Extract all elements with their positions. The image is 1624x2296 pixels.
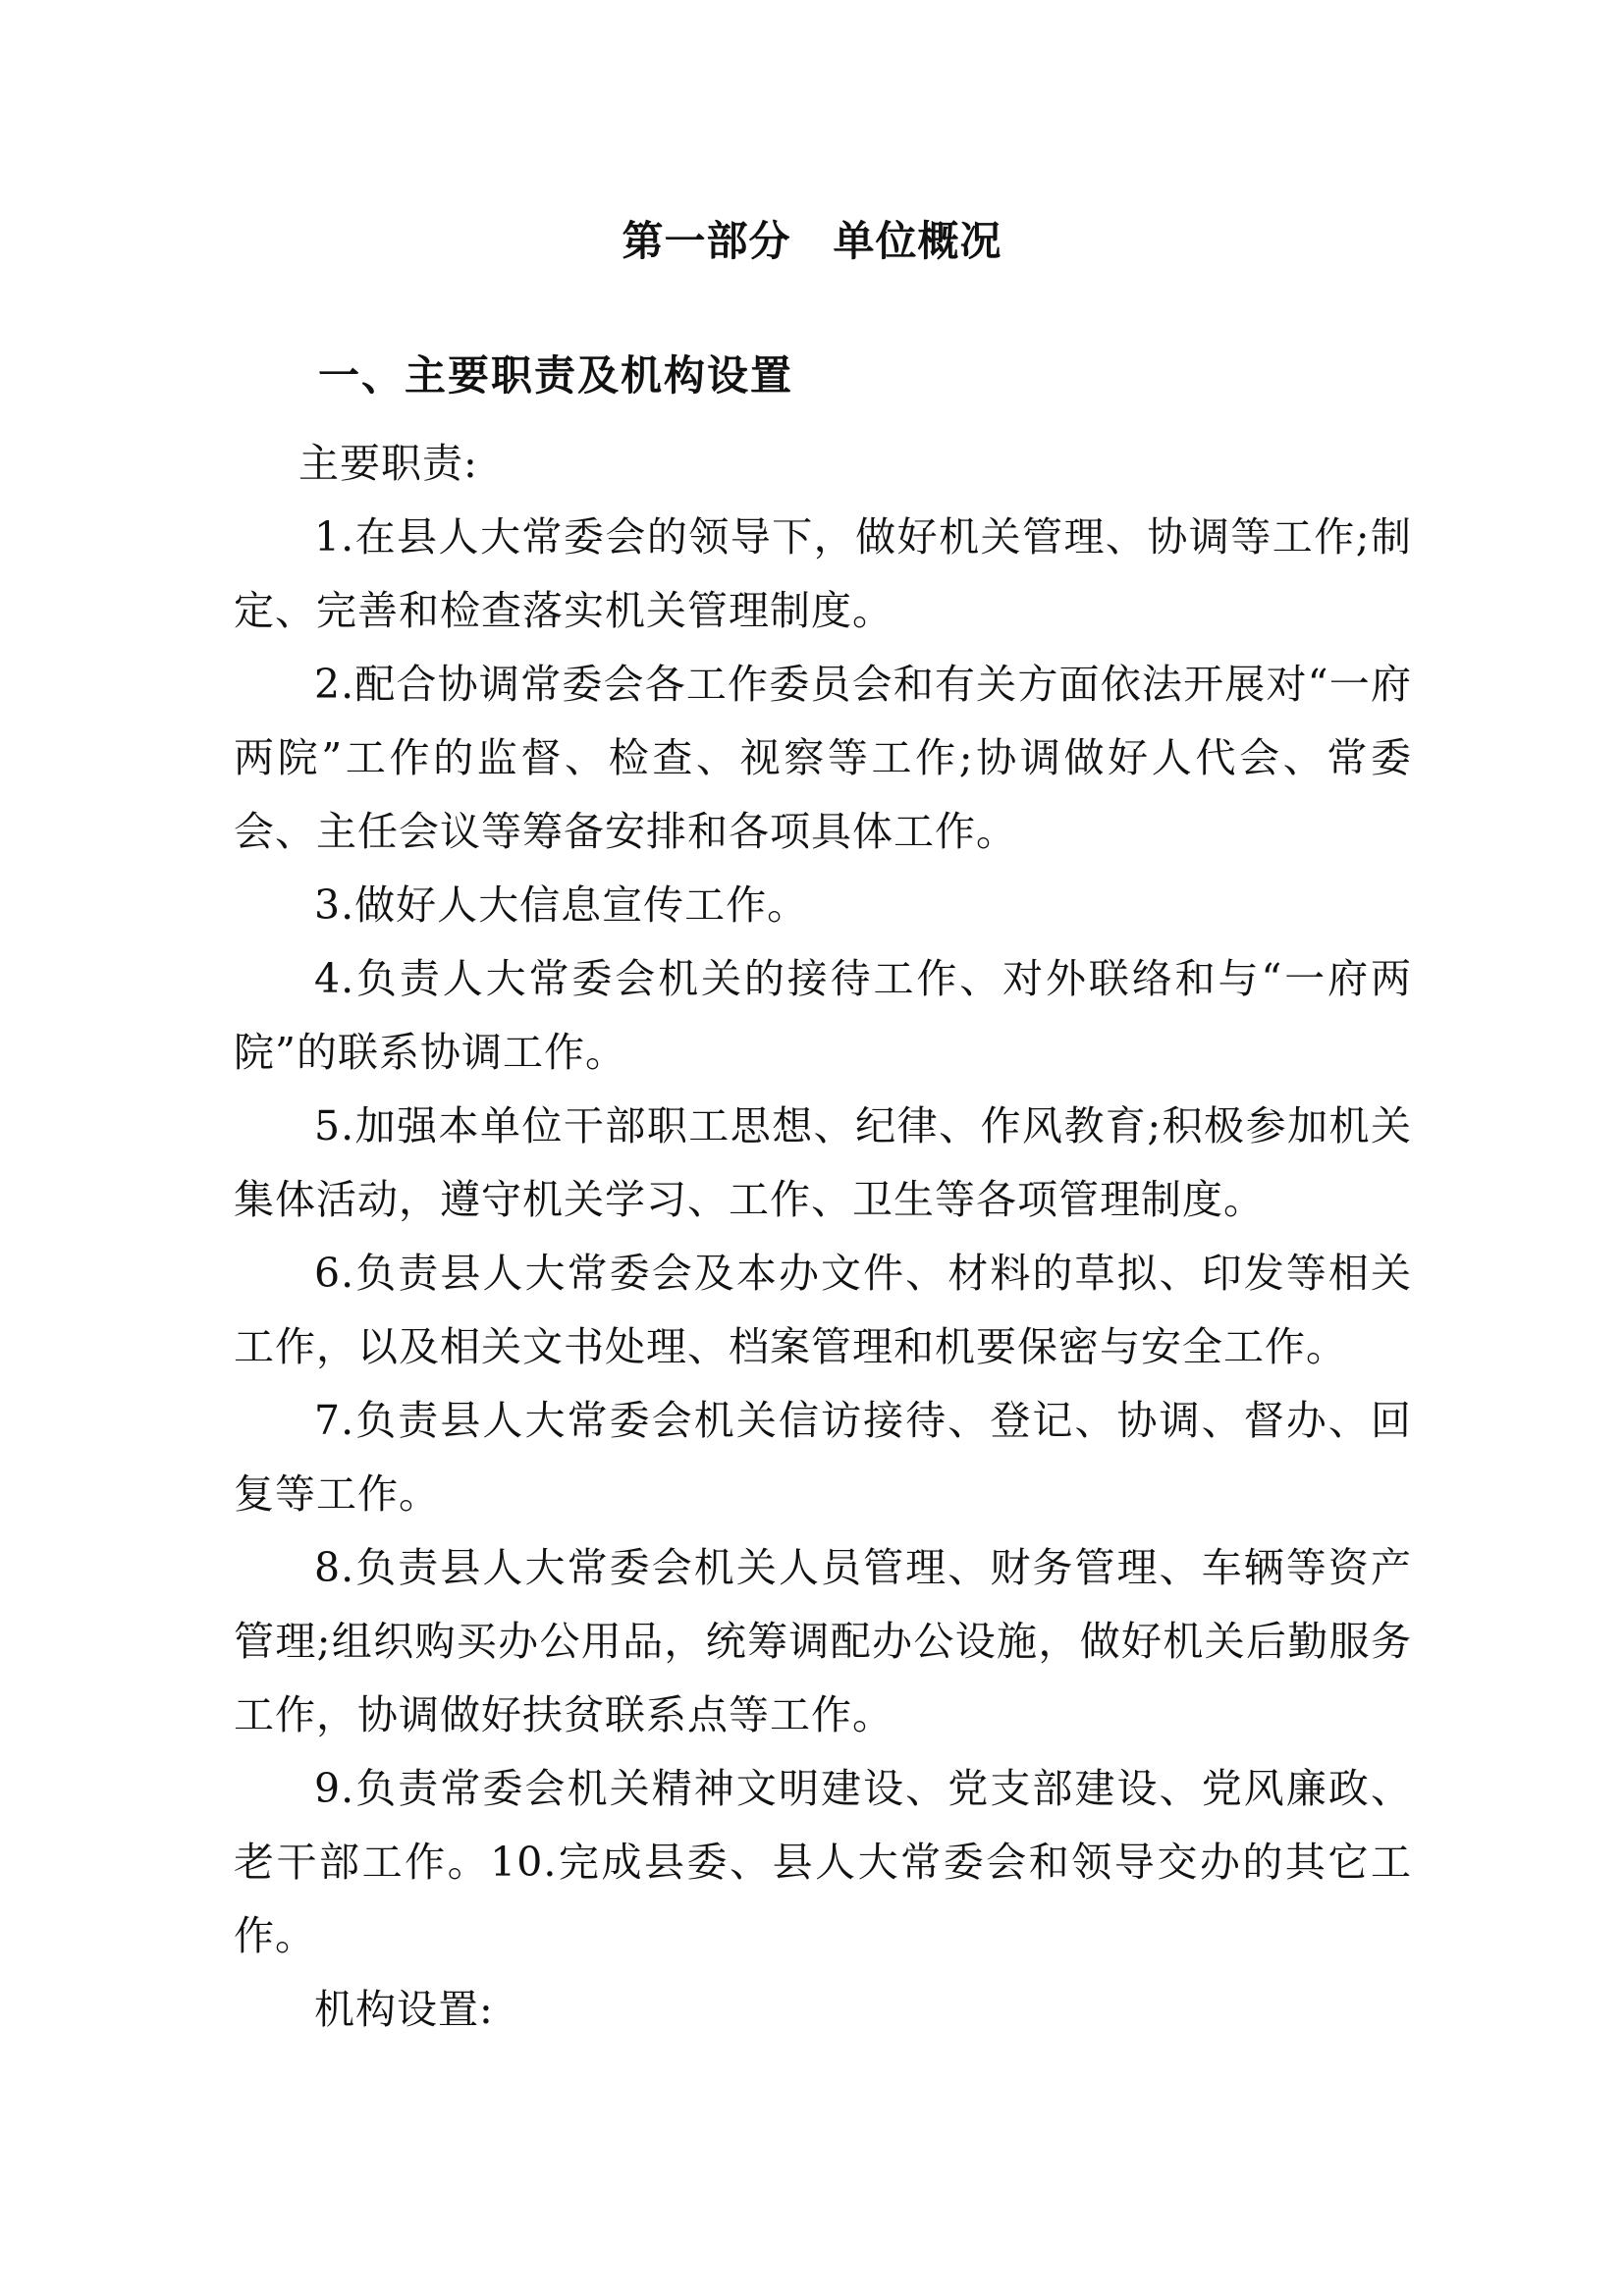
org-label: 机构设置: — [314, 1986, 494, 2033]
duties-label: 主要职责: — [298, 440, 478, 487]
duty-paragraph-3: 3.做好人大信息宣传工作。 — [314, 881, 809, 929]
part-title: 第一部分 单位概况 — [622, 217, 1002, 265]
document-body — [234, 427, 1412, 2047]
duty-paragraph-7: 7.负责县人大常委会机关信访接待、登记、协调、督办、回复等工作。 — [234, 1397, 1412, 1518]
duty-paragraph-4: 4.负责人大常委会机关的接待工作、对外联络和与“一府两院”的联系协调工作。 — [234, 955, 1412, 1076]
duty-paragraph-2: 2.配合协调常委会各工作委员会和有关方面依法开展对“一府两院”工作的监督、检查、视察等工作;协调做好人代会、常委会、主任会议等筹备安排和各项具体工作。 — [234, 661, 1412, 855]
section-heading: 一、主要职责及机构设置 — [318, 351, 794, 400]
duty-paragraph-1: 1.在县人大常委会的领导下，做好机关管理、协调等工作;制定、完善和检查落实机关管理制度。 — [234, 513, 1412, 634]
duty-paragraph-8: 8.负责县人大常委会机关人员管理、财务管理、车辆等资产管理;组织购买办公用品，统筹调配办公设施，做好机关后勤服务工作，协调做好扶贫联系点等工作。 — [234, 1544, 1412, 1738]
duty-paragraph-6: 6.负责县人大常委会及本办文件、材料的草拟、印发等相关工作，以及相关文书处理、档案管理和机要保密与安全工作。 — [234, 1250, 1412, 1370]
duty-paragraph-5: 5.加强本单位干部职工思想、纪律、作风教育;积极参加机关集体活动，遵守机关学习、工作、卫生等各项管理制度。 — [234, 1102, 1412, 1223]
duty-paragraph-9: 9.负责常委会机关精神文明建设、党支部建设、党风廉政、老干部工作。10.完成县委、县人大常委会和领导交办的其它工作。 — [234, 1765, 1412, 1959]
